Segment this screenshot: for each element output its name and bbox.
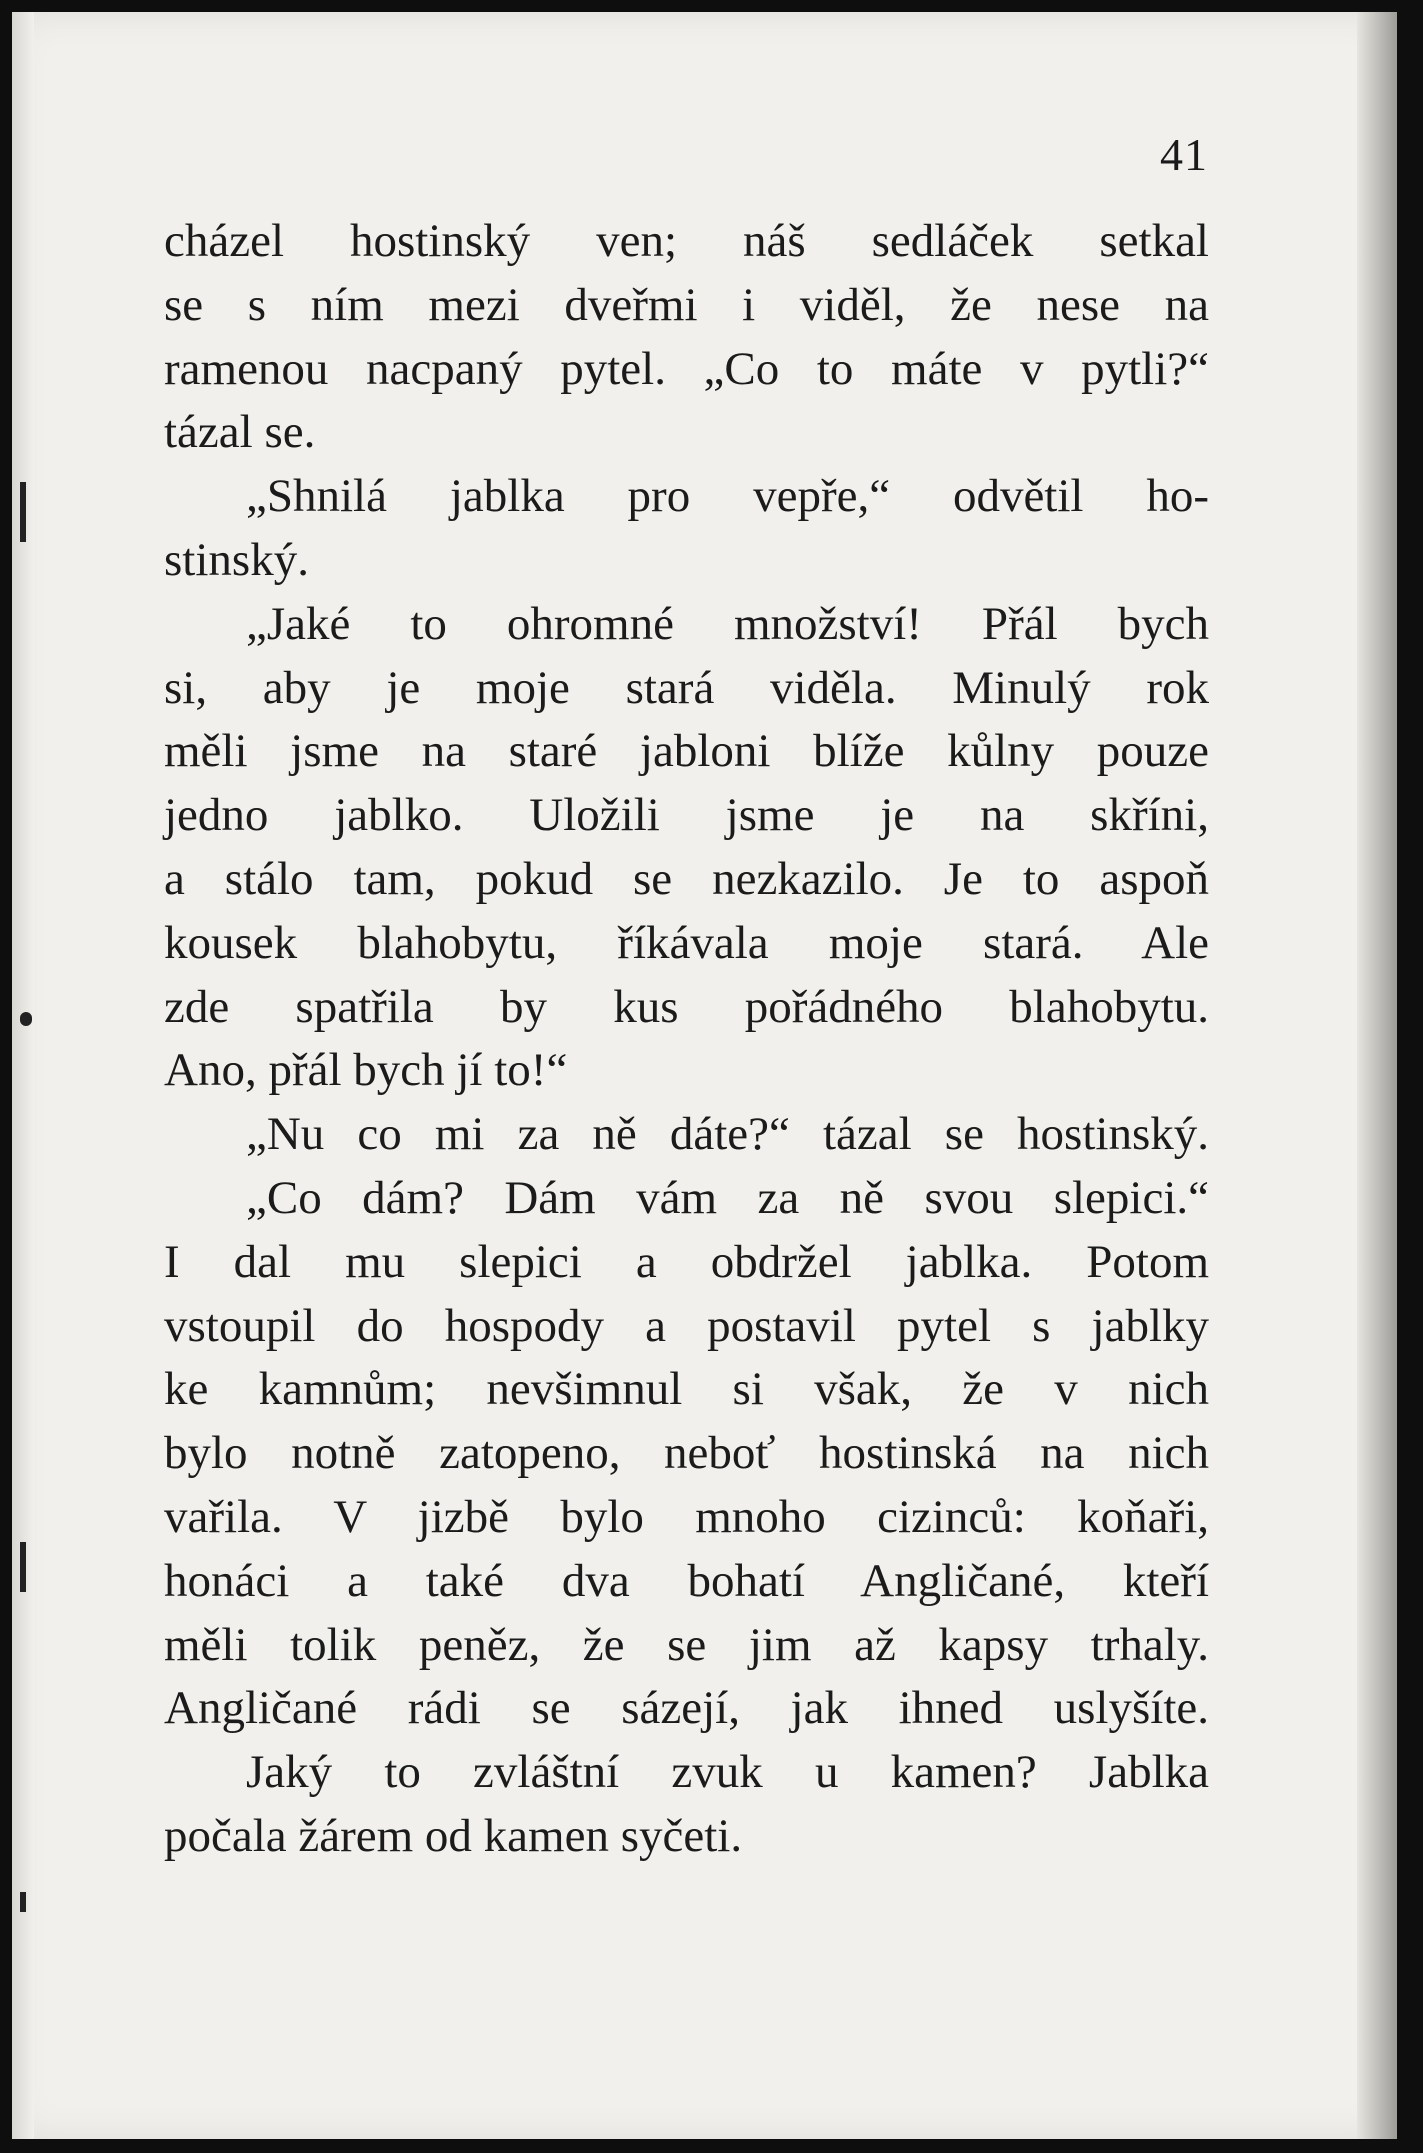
text-line: tázal se. [164,406,316,459]
text-line: si, aby je moje stará viděla. Minulý rok [164,661,1209,714]
book-page [12,12,1397,2139]
text-line: vařila. V jizbě bylo mnoho cizinců: koňaři, [164,1490,1209,1543]
text-line: cházel hostinský ven; náš sedláček setkal [164,215,1209,267]
text-line: ramenou nacpaný pytel. „Co to máte v pytli?“ [164,342,1209,395]
text-line: „Co dám? Dám vám za ně svou slepici.“ [246,1171,1209,1224]
text-line: kousek blahobytu, říkávala moje stará. Ale [164,916,1209,969]
text-line: jedno jablko. Uložili jsme je na skříni, [164,789,1209,842]
text-line: honáci a také dva bohatí Angličané, kteří [164,1554,1209,1607]
text-line: počala žárem od kamen syčeti. [164,1809,743,1862]
text-line: a stálo tam, pokud se nezkazilo. Je to aspoň [164,852,1209,905]
text-line: Jaký to zvláštní zvuk u kamen? Jablka [246,1746,1209,1799]
text-line: zde spatřila by kus pořádného blahobytu. [164,980,1209,1033]
text-line: vstoupil do hospody a postavil pytel s jablky [164,1299,1209,1352]
text-line: I dal mu slepici a obdržel jablka. Potom [164,1235,1209,1288]
text-line: „Nu co mi za ně dáte?“ tázal se hostinský. [246,1108,1209,1161]
text-line: Ano, přál bych jí to!“ [164,1044,568,1097]
binding-mark [20,1542,26,1592]
binding-mark [20,482,26,542]
text-line: stinský. [164,533,309,586]
binding-mark [20,1892,26,1912]
body-text [164,210,1209,1869]
text-line: ke kamnům; nevšimnul si však, že v nich [164,1363,1209,1416]
page-right-edge [1357,12,1397,2139]
page-left-edge [12,12,34,2139]
text-line: „Shnilá jablka pro vepře,“ odvětil ho- [246,470,1209,523]
text-line: bylo notně zatopeno, neboť hostinská na nich [164,1427,1209,1480]
page-number: 41 [1160,129,1208,180]
binding-mark [20,1012,32,1026]
text-line: „Jaké to ohromné množství! Přál bych [246,597,1209,650]
text-line: měli tolik peněz, že se jim až kapsy trhaly. [164,1618,1209,1671]
text-line: měli jsme na staré jabloni blíže kůlny pouze [164,725,1209,778]
text-line: Angličané rádi se sázejí, jak ihned uslyšíte. [164,1682,1209,1735]
text-line: se s ním mezi dveřmi i viděl, že nese na [164,278,1209,331]
